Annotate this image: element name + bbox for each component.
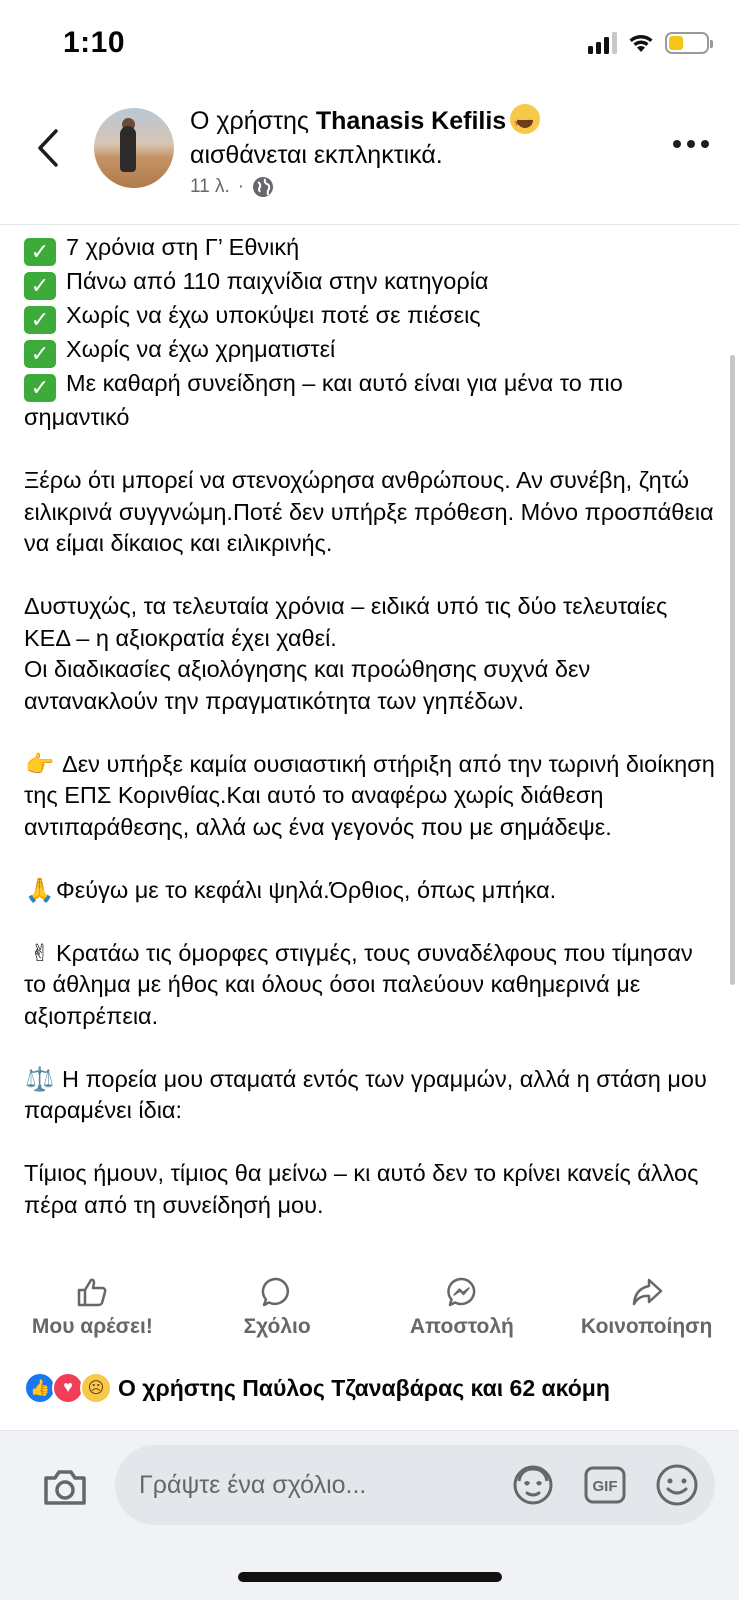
comment-label: Σχόλιο: [243, 1315, 311, 1338]
pointing-hand-emoji-icon: 👉: [25, 750, 55, 777]
avatar-sticker-button[interactable]: [509, 1461, 557, 1509]
battery-icon: [665, 32, 709, 54]
like-button[interactable]: [0, 1275, 185, 1345]
chevron-left-icon: [36, 128, 60, 168]
paragraph-stance: ⚖️ Η πορεία μου σταματά εντός των γραμμών, αλλά η στάση μου παραμένει ίδια:: [24, 1065, 707, 1123]
send-button[interactable]: [370, 1275, 555, 1345]
check-mark-icon: ✓: [24, 340, 56, 368]
check-mark-icon: ✓: [24, 238, 56, 266]
dot-icon: [673, 140, 681, 148]
post-meta: [190, 176, 650, 198]
messenger-icon: [445, 1275, 479, 1309]
gif-icon: [583, 1463, 627, 1507]
star-struck-emoji-icon: [510, 104, 540, 134]
checklist-item: ✓ Πάνω από 110 παιχνίδια στην κατηγορία: [24, 268, 489, 294]
victory-hand-emoji-icon: ✌: [30, 939, 50, 966]
checklist-item: ✓ Χωρίς να έχω χρηματιστεί: [24, 336, 335, 362]
gif-label: GIF: [592, 1478, 618, 1495]
emoji-button[interactable]: [653, 1461, 701, 1509]
post-actions: [0, 1275, 739, 1345]
check-mark-icon: ✓: [24, 306, 56, 334]
feeling-text: αισθάνεται εκπληκτικά.: [190, 141, 443, 169]
comment-bubble-icon: [260, 1275, 294, 1309]
gif-button[interactable]: [581, 1461, 629, 1509]
reactions-summary[interactable]: [24, 1372, 610, 1404]
home-indicator[interactable]: [238, 1572, 502, 1582]
cellular-signal-icon: [588, 32, 617, 54]
checklist-item: ✓ 7 χρόνια στη Γ’ Εθνική: [24, 234, 299, 260]
meta-separator: ·: [237, 176, 245, 197]
more-options-button[interactable]: [673, 140, 709, 148]
sad-reaction-icon: ☹: [80, 1372, 112, 1404]
paragraph-closing: Τίμιος ήμουν, τίμιος θα μείνω – κι αυτό δεν το κρίνει κανείς άλλος πέρα από τη συνείδησή μου.: [24, 1160, 699, 1218]
reaction-icons: [24, 1372, 108, 1404]
header-text: [190, 104, 650, 198]
author-name[interactable]: Thanasis Kefilis: [315, 107, 507, 135]
comment-button[interactable]: [185, 1275, 370, 1345]
like-label: Μου αρέσει!: [31, 1315, 153, 1338]
post-time[interactable]: 11 λ.: [190, 176, 230, 197]
author-prefix: Ο χρήστης: [190, 107, 316, 135]
dot-icon: [687, 140, 695, 148]
globe-icon: [252, 176, 274, 198]
camera-button[interactable]: [40, 1463, 90, 1513]
comment-input-icons: [509, 1461, 701, 1509]
post-header: [0, 90, 739, 225]
reactions-text: Ο χρήστης Παύλος Τζαναβάρας και 62 ακόμη: [118, 1374, 610, 1401]
avatar-sticker-icon: [511, 1463, 555, 1507]
smiley-icon: [655, 1463, 699, 1507]
status-bar: [0, 0, 739, 90]
share-button[interactable]: [554, 1275, 739, 1345]
check-mark-icon: ✓: [24, 374, 56, 402]
thumbs-up-icon: [75, 1275, 109, 1309]
love-reaction-icon: ♥: [52, 1372, 84, 1404]
back-button[interactable]: [32, 126, 64, 170]
paragraph-support: 👉 Δεν υπήρξε καμία ουσιαστική στήριξη από την τωρινή διοίκηση της ΕΠΣ Κορινθίας.Και αυτό το αναφέρω χωρίς διάθεση αντιπαράθεσης, αλλά ως ένα γεγονός που με σημάδεψε.: [24, 750, 715, 840]
check-mark-icon: ✓: [24, 272, 56, 300]
checklist: [24, 232, 719, 434]
share-label: Κοινοποίηση: [580, 1315, 713, 1338]
paragraph-leave: 🙏Φεύγω με το κεφάλι ψηλά.Όρθιος, όπως μπήκα.: [24, 875, 719, 907]
wifi-icon: [627, 32, 655, 54]
post-body: [24, 232, 719, 1221]
checklist-item: ✓ Με καθαρή συνείδηση – και αυτό είναι για μένα το πιο σημαντικό: [24, 370, 623, 430]
paragraph-moments: ✌ Κρατάω τις όμορφες στιγμές, τους συναδέλφους που τίμησαν το άθλημα με ήθος και όλους όσοι παλεύουν καθημερινά με αξιοπρέπεια.: [24, 939, 693, 1029]
camera-icon: [40, 1463, 90, 1513]
header-author-line: [190, 104, 650, 138]
paragraph-meritocracy: Δυστυχώς, τα τελευταία χρόνια – ειδικά υπό τις δύο τελευταίες ΚΕΔ – η αξιοκρατία έχει χαθεί. Οι διαδικασίες αξιολόγησης και προώθησης συχνά δεν αντανακλούν την πραγματικότητα των γηπέδων.: [24, 593, 668, 714]
dot-icon: [701, 140, 709, 148]
comment-bar: [0, 1430, 739, 1600]
send-label: Αποστολή: [409, 1315, 514, 1338]
scrollbar[interactable]: [730, 355, 735, 985]
scales-emoji-icon: ⚖️: [25, 1065, 55, 1092]
checklist-item: ✓ Χωρίς να έχω υποκύψει ποτέ σε πιέσεις: [24, 302, 481, 328]
like-reaction-icon: 👍: [24, 1372, 56, 1404]
avatar[interactable]: [94, 108, 174, 188]
status-icons: [588, 32, 709, 54]
share-arrow-icon: [630, 1275, 664, 1309]
status-time: 1:10: [63, 26, 126, 59]
praying-hands-emoji-icon: 🙏: [25, 876, 55, 903]
paragraph-apology: Ξέρω ότι μπορεί να στενοχώρησα ανθρώπους. Αν συνέβη, ζητώ ειλικρινά συγγνώμη.Ποτέ δεν υπήρξε πρόθεση. Μόνο προσπάθεια να είμαι δίκαιος και ειλικρινής.: [24, 467, 714, 556]
